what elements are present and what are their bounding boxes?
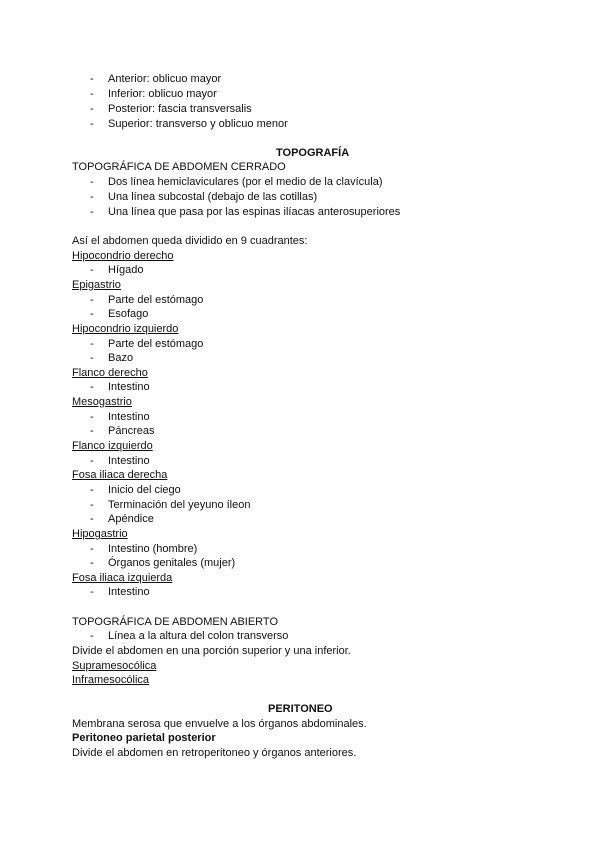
region-name: Hipocondrio derecho xyxy=(72,250,174,262)
list-item: Superior: transverso y oblicuo menor xyxy=(108,118,288,130)
list-item: Una línea subcostal (debajo de las cotillas) xyxy=(108,191,318,203)
subsection-title-abierto: TOPOGRÁFICA DE ABDOMEN ABIERTO xyxy=(72,616,278,628)
list-item: Páncreas xyxy=(108,425,155,437)
section-heading-topografia: TOPOGRAFÍA xyxy=(276,147,350,159)
list-item: Hígado xyxy=(108,264,144,276)
bullet-dash: - xyxy=(90,206,94,218)
list-item: Intestino xyxy=(108,455,150,467)
list-item: Inferior: oblicuo mayor xyxy=(108,88,217,100)
bullet-dash: - xyxy=(90,513,94,525)
region-name: Fosa iliaca izquierda xyxy=(72,572,173,584)
region-name: Inframesocólica xyxy=(72,674,150,686)
bullet-dash: - xyxy=(90,425,94,437)
list-item: Intestino xyxy=(108,411,150,423)
list-item: Intestino (hombre) xyxy=(108,543,198,555)
list-item: Línea a la altura del colon transverso xyxy=(108,630,289,642)
list-item: Parte del estómago xyxy=(108,338,204,350)
list-item: Esofago xyxy=(108,308,149,320)
region-name: Supramesocólica xyxy=(72,660,157,672)
bullet-dash: - xyxy=(90,557,94,569)
subheading-peritoneo-parietal: Peritoneo parietal posterior xyxy=(72,732,216,744)
list-item: Órganos genitales (mujer) xyxy=(108,557,236,569)
list-item: Parte del estómago xyxy=(108,294,204,306)
list-item: Posterior: fascia transversalis xyxy=(108,103,252,115)
bullet-dash: - xyxy=(90,88,94,100)
paragraph-cuadrantes: Así el abdomen queda dividido en 9 cuadrantes: xyxy=(72,235,308,247)
bullet-dash: - xyxy=(90,191,94,203)
paragraph-abierto: Divide el abdomen en una porción superior y una inferior. xyxy=(72,645,351,657)
bullet-dash: - xyxy=(90,455,94,467)
bullet-dash: - xyxy=(90,381,94,393)
bullet-dash: - xyxy=(90,118,94,130)
section-heading-peritoneo: PERITONEO xyxy=(268,703,333,715)
bullet-dash: - xyxy=(90,499,94,511)
list-item: Terminación del yeyuno íleon xyxy=(108,499,251,511)
region-name: Flanco izquierdo xyxy=(72,440,153,452)
bullet-dash: - xyxy=(90,352,94,364)
bullet-dash: - xyxy=(90,411,94,423)
bullet-dash: - xyxy=(90,630,94,642)
bullet-dash: - xyxy=(90,338,94,350)
bullet-dash: - xyxy=(90,264,94,276)
list-item: Inicio del ciego xyxy=(108,484,181,496)
bullet-dash: - xyxy=(90,484,94,496)
subsection-title-cerrado: TOPOGRÁFICA DE ABDOMEN CERRADO xyxy=(72,161,286,173)
region-name: Hipogastrio xyxy=(72,528,128,540)
region-name: Hipocondrio izquierdo xyxy=(72,323,179,335)
bullet-dash: - xyxy=(90,586,94,598)
bullet-dash: - xyxy=(90,308,94,320)
bullet-dash: - xyxy=(90,103,94,115)
list-item: Intestino xyxy=(108,586,150,598)
bullet-dash: - xyxy=(90,294,94,306)
list-item: Anterior: oblicuo mayor xyxy=(108,73,222,85)
region-name: Flanco derecho xyxy=(72,367,148,379)
list-item: Una línea que pasa por las espinas ilíacas anterosuperiores xyxy=(108,206,401,218)
paragraph-peritoneo: Membrana serosa que envuelve a los órganos abdominales. xyxy=(72,718,367,730)
region-name: Mesogastrio xyxy=(72,396,132,408)
paragraph-peritoneo-parietal: Divide el abdomen en retroperitoneo y órganos anteriores. xyxy=(72,747,357,759)
bullet-dash: - xyxy=(90,176,94,188)
list-item: Bazo xyxy=(108,352,134,364)
bullet-dash: - xyxy=(90,543,94,555)
list-item: Intestino xyxy=(108,381,150,393)
list-item: Apéndice xyxy=(108,513,154,525)
region-name: Fosa iliaca derecha xyxy=(72,469,168,481)
region-name: Epigastrio xyxy=(72,279,121,291)
list-item: Dos línea hemiclaviculares (por el medio de la clavícula) xyxy=(108,176,383,188)
bullet-dash: - xyxy=(90,73,94,85)
